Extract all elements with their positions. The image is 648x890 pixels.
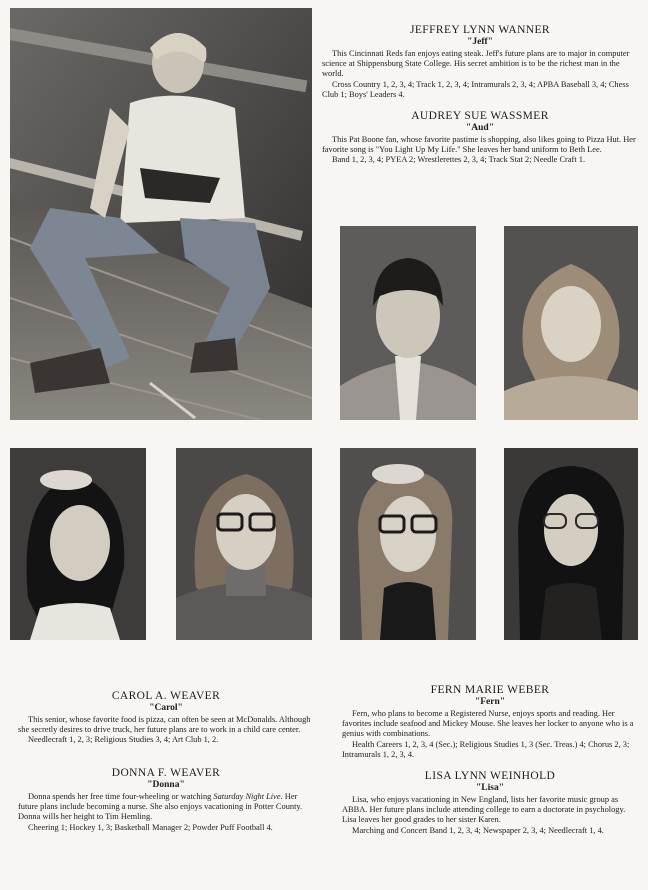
activities-fern: Health Careers 1, 2, 3, 4 (Sec.); Religious Studies 1, 3 (Sec. Treas.) 4; Chorus 2, 3; Intramurals 1, 2, 3, 4.	[342, 739, 630, 759]
text-lisa: Lisa, who enjoys vacationing in New England, lists her favorite music group as ABBA. Her future plans include attending college to earn a doctorate in psychology. Lisa leaves her good grades to her sister Karen.	[342, 795, 626, 825]
name-wanner: JEFFREY LYNN WANNER	[410, 24, 550, 36]
activities-donna: Cheering 1; Hockey 1, 3; Basketball Manager 2; Powder Puff Football 4.	[28, 822, 273, 832]
name-lisa: LISA LYNN WEINHOLD	[424, 770, 556, 782]
portrait-wanner	[340, 226, 476, 420]
activities-lisa: Marching and Concert Band 1, 2, 3, 4; Newspaper 2, 3, 4; Needlecraft 1, 4.	[352, 825, 604, 835]
portrait-wassmer	[504, 226, 638, 420]
text-wanner: This Cincinnati Reds fan enjoys eating steak. Jeff's future plans are to major in computer science at Shippensburg State College. His secret ambition is to be the richest man in the world.	[322, 49, 630, 79]
activities-wanner: Cross Country 1, 2, 3, 4; Track 1, 2, 3, 4; Intramurals 2, 3, 4; APBA Baseball 3, 4; Chess Club 1; Boys' Leaders 4.	[322, 79, 629, 99]
portrait-donna	[176, 448, 312, 640]
activities-wassmer: Band 1, 2, 3, 4; PYEA 2; Wrestlerettes 2, 3, 4; Track Stat 2; Needle Craft 1.	[332, 155, 586, 165]
nickname-fern: "Fern"	[474, 697, 506, 707]
bio-donna	[18, 767, 314, 833]
name-wassmer: AUDREY SUE WASSMER	[411, 110, 549, 122]
nickname-carol: "Carol"	[149, 703, 183, 713]
activities-carol: Needlecraft 1, 2, 3; Religious Studies 3, 4; Art Club 1, 2.	[28, 735, 219, 745]
nickname-wanner: "Jeff"	[467, 37, 493, 47]
portrait-carol	[10, 448, 146, 640]
bio-wassmer	[322, 110, 638, 166]
text-wassmer: This Pat Boone fan, whose favorite pastime is shopping, also likes going to Pizza Hut. Her favorite song is "You Light Up My Life." She leaves her band uniform to Beth Lee.	[322, 135, 636, 155]
nickname-donna: "Donna"	[147, 780, 185, 790]
text-fern: Fern, who plans to become a Registered Nurse, enjoys sports and reading. Her favorites include seafood and Mickey Mouse. She leaves her locker to anyone who is a genius with combinations.	[342, 709, 634, 739]
portrait-fern	[340, 448, 476, 640]
bio-lisa	[342, 770, 638, 836]
bio-carol	[18, 690, 314, 746]
tv-show-title: Saturday Night Live.	[213, 792, 283, 801]
bio-fern	[342, 684, 638, 760]
name-fern: FERN MARIE WEBER	[430, 684, 550, 696]
name-donna: DONNA F. WEAVER	[111, 767, 221, 779]
bio-wanner	[322, 24, 638, 100]
name-carol: CAROL A. WEAVER	[111, 690, 221, 702]
nickname-lisa: "Lisa"	[476, 783, 504, 793]
candid-photo	[10, 8, 312, 420]
text-donna: Donna spends her free time four-wheeling or watching Saturday Night Live. Her future plans include becoming a nurse. She also enjoys vacationing in Potter County. Donna wills her height to Tim Hemling.	[18, 792, 303, 822]
text-carol: This senior, whose favorite food is pizza, can often be seen at McDonalds. Although she secretly desires to drive truck, her future plans are to work in a child care center.	[18, 715, 311, 735]
nickname-wassmer: "Aud"	[466, 123, 494, 133]
portrait-lisa	[504, 448, 638, 640]
